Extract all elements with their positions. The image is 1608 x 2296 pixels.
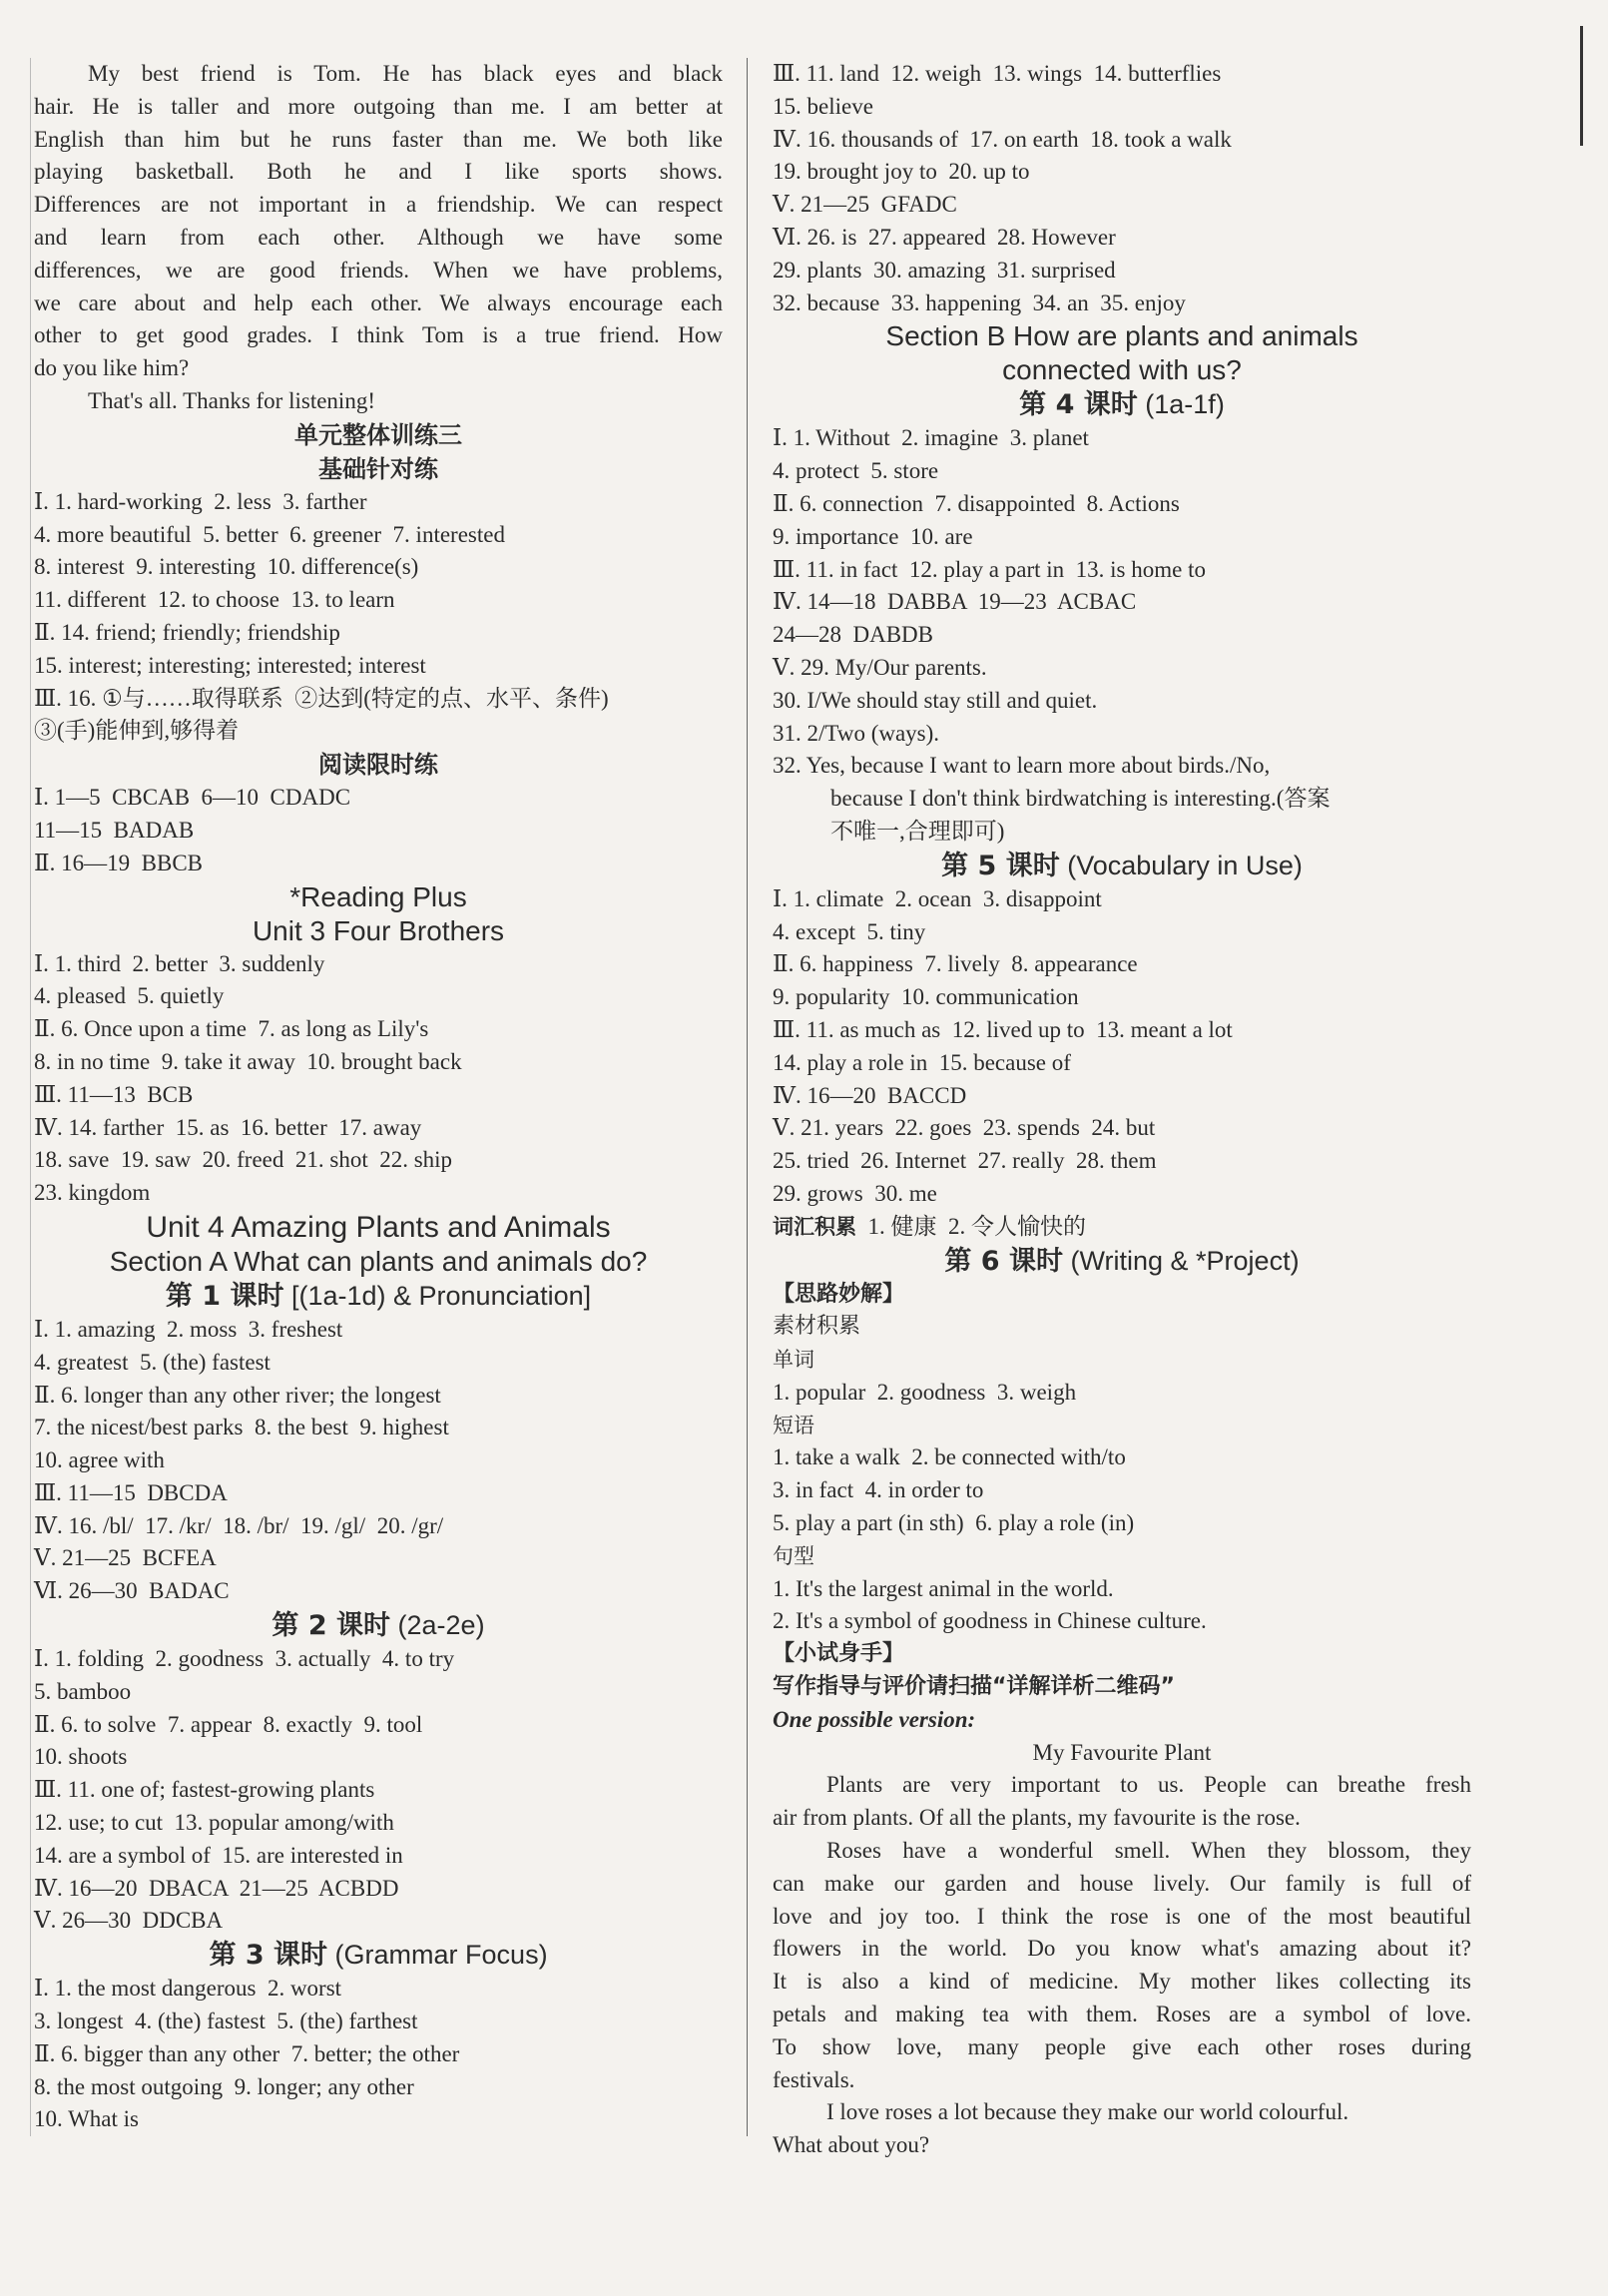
answer-line: Ⅴ. 21—25 GFADC — [773, 192, 957, 218]
answer-line: 9. importance 10. are — [773, 523, 973, 549]
answer-line: 10. agree with — [34, 1447, 165, 1473]
answer-line: Ⅲ. 16. ①与……取得联系 ②达到(特定的点、水平、条件) — [34, 685, 609, 711]
answer-line: Ⅲ. 11. one of; fastest-growing plants — [34, 1777, 375, 1803]
left-column — [34, 58, 723, 2136]
answer-line: Ⅰ. 1. amazing 2. moss 3. freshest — [34, 1316, 343, 1342]
page-edge-mark — [1580, 26, 1583, 146]
answer-line: Ⅰ. 1—5 CBCAB 6—10 CDADC — [34, 785, 351, 811]
answer-line: Ⅲ. 11. land 12. weigh 13. wings 14. butterflies — [773, 61, 1222, 86]
answer-line: Ⅰ. 1. folding 2. goodness 3. actually 4. to try — [34, 1646, 455, 1672]
answer-line: Ⅳ. 16—20 DBACA 21—25 ACBDD — [34, 1875, 399, 1901]
answer-line: 11. different 12. to choose 13. to learn — [34, 587, 395, 613]
answer-q32 — [773, 750, 1471, 848]
essay-line: What about you? — [773, 2132, 930, 2158]
answer-line: 8. interest 9. interesting 10. difference(s) — [34, 554, 419, 580]
answer-line: Ⅱ. 14. friend; friendly; friendship — [34, 619, 340, 645]
unit4-title: Unit 4 Amazing Plants and Animals — [146, 1210, 611, 1244]
answer-line: 4. protect 5. store — [773, 458, 939, 484]
essay-line: we care about and help each other. We always encourage each — [34, 289, 723, 315]
answer-line: Ⅰ. 1. third 2. better 3. suddenly — [34, 950, 325, 976]
answer-line: 7. the nicest/best parks 8. the best 9. highest — [34, 1415, 449, 1440]
answer-line: 1. It's the largest animal in the world. — [773, 1575, 1114, 1601]
answer-line: 14. play a role in 15. because of — [773, 1049, 1071, 1075]
answer-line: 11—15 BADAB — [34, 817, 195, 843]
answer-line: Ⅱ. 6. connection 7. disappointed 8. Actions — [773, 490, 1180, 516]
answer-line: 4. more beautiful 5. better 6. greener 7. interested — [34, 521, 505, 547]
unit3-training-title: 单元整体训练三 — [294, 420, 462, 449]
column-divider — [747, 58, 748, 2136]
phrases-label: 短语 — [773, 1413, 814, 1437]
answer-line: Ⅵ. 26—30 BADAC — [34, 1578, 230, 1604]
essay-rose — [773, 1769, 1471, 2162]
answer-line: Ⅱ. 6. Once upon a time 7. as long as Lily's — [34, 1016, 429, 1042]
essay-line: It is also a kind of medicine. My mother likes collecting its — [773, 1969, 1471, 1995]
version-label: One possible version: — [773, 1706, 976, 1732]
lesson5-number: 第 5 课时 — [941, 850, 1060, 881]
answer-line: 2. It's a symbol of goodness in Chinese culture. — [773, 1608, 1207, 1634]
answer-line: 25. tried 26. Internet 27. really 28. them — [773, 1148, 1157, 1174]
basic-practice-title: 基础针对练 — [318, 454, 438, 483]
essay-line: Roses have a wonderful smell. When they blossom, they — [826, 1838, 1471, 1864]
answer-line: 29. grows 30. me — [773, 1180, 937, 1206]
lesson4-heading — [773, 387, 1471, 422]
material-label: 素材积累 — [773, 1314, 861, 1340]
answer-line: 5. bamboo — [34, 1678, 132, 1704]
vocab-answers: 1. 健康 2. 令人愉快的 — [867, 1213, 1086, 1239]
answer-line: 31. 2/Two (ways). — [773, 720, 940, 746]
essay-line: English than him but he runs faster than me. We both like — [34, 126, 723, 152]
essay-line: petals and making tea with them. Roses are a symbol of love. — [773, 2002, 1471, 2027]
answer-line: 29. plants 30. amazing 31. surprised — [773, 257, 1116, 283]
answer-line: 19. brought joy to 20. up to — [773, 159, 1030, 185]
essay-line: and learn from each other. Although we have some — [34, 224, 723, 250]
section-b-title: Section B How are plants and animals — [885, 320, 1358, 352]
answer-line: 8. in no time 9. take it away 10. brought back — [34, 1048, 462, 1074]
answer-line: Ⅵ. 26. is 27. appeared 28. However — [773, 224, 1116, 250]
answer-line: Ⅰ. 1. the most dangerous 2. worst — [34, 1976, 342, 2002]
answer-line: 4. except 5. tiny — [773, 918, 926, 944]
answer-line: Ⅳ. 16—20 BACCD — [773, 1082, 967, 1108]
answer-line: 1. popular 2. goodness 3. weigh — [773, 1379, 1077, 1405]
answer-line: 4. greatest 5. (the) fastest — [34, 1349, 270, 1375]
essay-line: flowers in the world. Do you know what's amazing about it? — [773, 1936, 1471, 1962]
answer-line: Ⅴ. 26—30 DDCBA — [34, 1908, 224, 1934]
answer-line: Ⅳ. 16. thousands of 17. on earth 18. took a walk — [773, 126, 1232, 152]
left-margin-rule — [30, 58, 31, 2136]
answer-line: Ⅲ. 11. as much as 12. lived up to 13. meant a lot — [773, 1016, 1233, 1042]
lesson3-number: 第 3 课时 — [209, 1940, 328, 1972]
answer-line: 15. interest; interesting; interested; interest — [34, 652, 426, 678]
answer-line: Ⅲ. 11—13 BCB — [34, 1081, 194, 1107]
answer-line: 3. longest 4. (the) fastest 5. (the) farthest — [34, 2009, 418, 2034]
right-column — [773, 58, 1471, 2162]
answer-line: Ⅳ. 14—18 DABBA 19—23 ACBAC — [773, 589, 1137, 615]
essay-tom — [34, 58, 723, 418]
answer-line: 10. What is — [34, 2106, 139, 2132]
answer-line: Ⅱ. 6. to solve 7. appear 8. exactly 9. tool — [34, 1711, 423, 1737]
answer-line: Ⅴ. 29. My/Our parents. — [773, 654, 987, 680]
answer-line: 32. because 33. happening 34. an 35. enjoy — [773, 289, 1186, 315]
answer-line: 14. are a symbol of 15. are interested in — [34, 1842, 403, 1868]
answer-line: 15. believe — [773, 93, 873, 119]
answer-line: 3. in fact 4. in order to — [773, 1477, 984, 1503]
answer-line: Ⅴ. 21. years 22. goes 23. spends 24. but — [773, 1115, 1156, 1141]
essay-line: air from plants. Of all the plants, my favourite is the rose. — [773, 1805, 1301, 1831]
essay-line: other to get good grades. I think Tom is a true friend. How — [34, 322, 723, 348]
answer-line: 9. popularity 10. communication — [773, 984, 1079, 1010]
lesson2-heading — [34, 1608, 723, 1643]
essay-line: That's all. Thanks for listening! — [88, 387, 375, 413]
answer-line: Ⅴ. 21—25 BCFEA — [34, 1545, 217, 1571]
lesson6-scope: (Writing & *Project) — [1070, 1245, 1300, 1276]
answer-line: Ⅳ. 16. /bl/ 17. /kr/ 18. /br/ 19. /gl/ 20. /gr/ — [34, 1512, 444, 1538]
answer-line: 5. play a part (in sth) 6. play a role (in) — [773, 1510, 1135, 1536]
lesson1-scope: [(1a-1d) & Pronunciation] — [290, 1280, 592, 1311]
lesson5-scope: (Vocabulary in Use) — [1067, 850, 1303, 880]
answer-line: Ⅰ. 1. Without 2. imagine 3. planet — [773, 425, 1089, 451]
essay-line: I love roses a lot because they make our world colourful. — [826, 2099, 1349, 2125]
answer-line: Ⅱ. 6. longer than any other river; the longest — [34, 1382, 441, 1408]
try-label: 【小试身手】 — [773, 1641, 905, 1667]
lesson3-scope: (Grammar Focus) — [334, 1940, 548, 1971]
words-label: 单词 — [773, 1348, 814, 1373]
lesson6-heading — [773, 1244, 1471, 1279]
answer-line: Ⅳ. 14. farther 15. as 16. better 17. away — [34, 1114, 422, 1140]
lesson4-scope: (1a-1f) — [1145, 389, 1225, 420]
answer-line: 4. pleased 5. quietly — [34, 983, 225, 1009]
answer-line: 8. the most outgoing 9. longer; any other — [34, 2073, 414, 2099]
lesson5-heading — [773, 849, 1471, 883]
lesson6-number: 第 6 课时 — [944, 1245, 1063, 1277]
section-b-title-cont: connected with us? — [1002, 354, 1242, 386]
reading-plus-unit: Unit 3 Four Brothers — [252, 914, 505, 946]
vocab-label: 词汇积累 — [773, 1214, 856, 1239]
reading-practice-title: 阅读限时练 — [318, 751, 438, 780]
answer-line: ③(手)能伸到,够得着 — [34, 718, 240, 744]
reading-plus-title: *Reading Plus — [289, 880, 467, 912]
lesson1-heading — [34, 1279, 723, 1314]
essay-line: love and joy too. I think the rose is one of the most beautiful — [773, 1903, 1471, 1929]
essay-title: My Favourite Plant — [1032, 1739, 1212, 1765]
answer-line: 18. save 19. saw 20. freed 21. shot 22. ship — [34, 1147, 453, 1173]
section-a-title: Section A What can plants and animals do? — [109, 1245, 648, 1277]
answer-line: 24—28 DABDB — [773, 622, 934, 648]
essay-line: My best friend is Tom. He has black eyes and black — [88, 61, 723, 86]
guide-line: 写作指导与评价请扫描“详解详析二维码” — [773, 1674, 1175, 1700]
answer-line: 12. use; to cut 13. popular among/with — [34, 1810, 394, 1836]
lesson3-heading — [34, 1938, 723, 1973]
lesson2-number: 第 2 课时 — [271, 1610, 391, 1642]
essay-line: can make our garden and house lively. Our family is full of — [773, 1870, 1471, 1896]
answer-line: Ⅱ. 16—19 BBCB — [34, 850, 203, 875]
answer-line: Ⅰ. 1. hard-working 2. less 3. farther — [34, 488, 367, 514]
patterns-label: 句型 — [773, 1543, 814, 1568]
essay-line: do you like him? — [34, 355, 190, 381]
answer-line: Ⅱ. 6. bigger than any other 7. better; the other — [34, 2040, 460, 2066]
essay-line: Differences are not important in a friendship. We can respect — [34, 192, 723, 218]
lesson4-number: 第 4 课时 — [1019, 389, 1138, 421]
essay-line: differences, we are good friends. When we have problems, — [34, 257, 723, 283]
thinking-label: 【思路妙解】 — [773, 1281, 905, 1307]
essay-line: festivals. — [773, 2066, 855, 2092]
answer-line: 30. I/We should stay still and quiet. — [773, 687, 1098, 713]
answer-line: 10. shoots — [34, 1744, 128, 1770]
answer-line: Ⅲ. 11—15 DBCDA — [34, 1479, 228, 1505]
answer-line: because I don't think birdwatching is interesting.(答案 — [830, 786, 1331, 812]
answer-line: Ⅲ. 11. in fact 12. play a part in 13. is home to — [773, 556, 1206, 582]
lesson2-scope: (2a-2e) — [397, 1610, 485, 1641]
answer-line: 不唯一,合理即可) — [830, 818, 1005, 844]
essay-line: Plants are very important to us. People can breathe fresh — [826, 1772, 1471, 1798]
answer-line: 23. kingdom — [34, 1180, 151, 1206]
essay-line: playing basketball. Both he and I like sports shows. — [34, 159, 723, 185]
essay-line: hair. He is taller and more outgoing than me. I am better at — [34, 93, 723, 119]
answer-line: 1. take a walk 2. be connected with/to — [773, 1444, 1126, 1470]
lesson1-number: 第 1 课时 — [165, 1280, 284, 1312]
vocab-accumulation — [773, 1211, 1471, 1244]
answer-line: 32. Yes, because I want to learn more about birds./No, — [773, 753, 1271, 779]
answer-line: Ⅰ. 1. climate 2. ocean 3. disappoint — [773, 885, 1102, 911]
answer-line: Ⅱ. 6. happiness 7. lively 8. appearance — [773, 951, 1138, 977]
essay-line: To show love, many people give each other roses during — [773, 2033, 1471, 2059]
